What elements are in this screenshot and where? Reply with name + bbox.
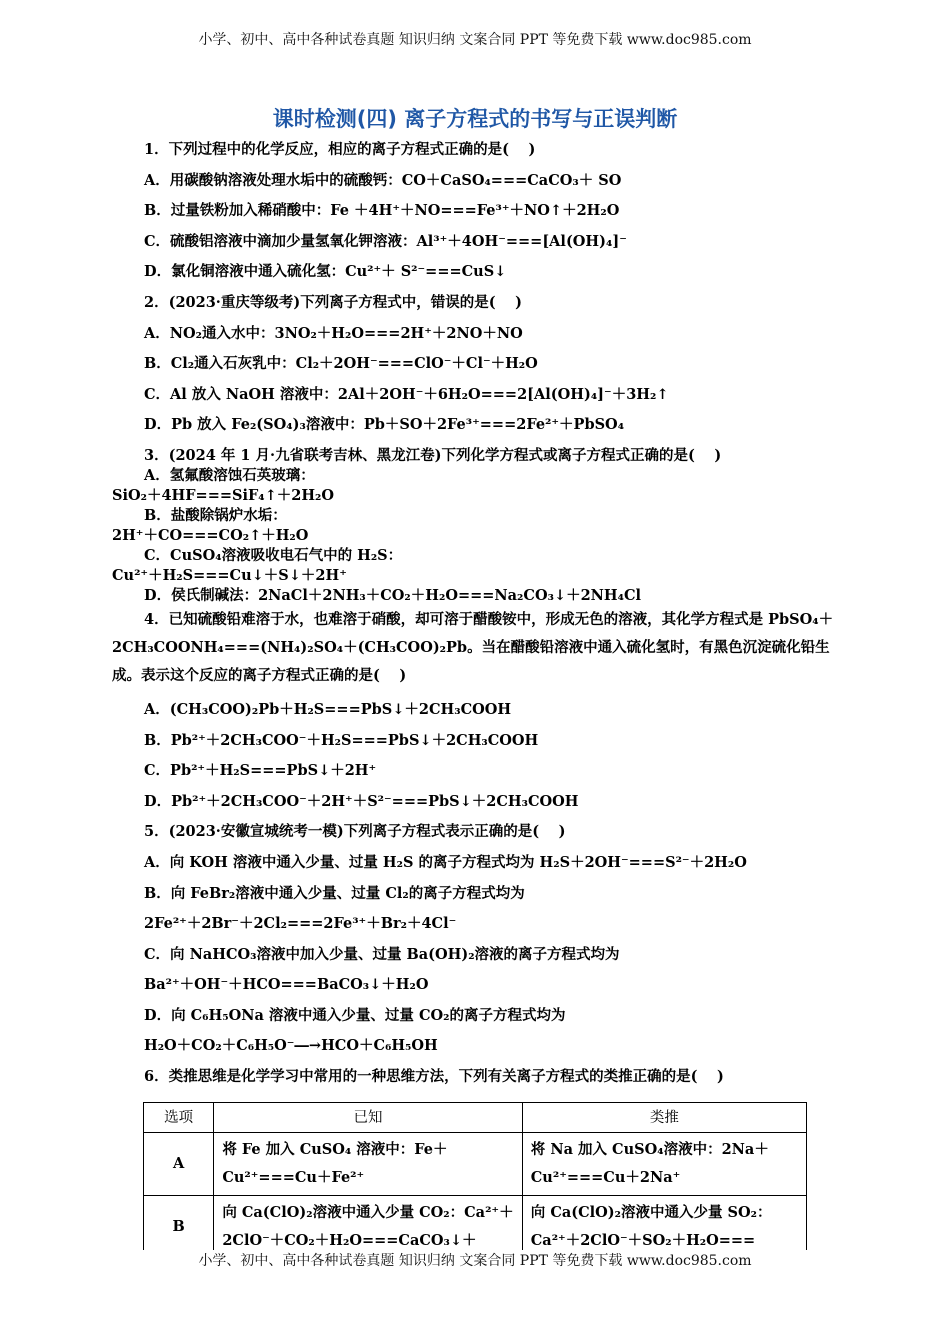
row-b-option: B: [144, 1196, 214, 1259]
q3-option-b-equation: 2H⁺＋CO===CO₂↑＋H₂O: [112, 526, 309, 544]
q4-option-d: D．Pb²⁺＋2CH₃COO⁻＋2H⁺＋S²⁻===PbS↓＋2CH₃COOH: [144, 792, 579, 810]
q5-option-c-equation: Ba²⁺＋OH⁻＋HCO===BaCO₃↓＋H₂O: [144, 976, 429, 994]
q5-option-a: A．向 KOH 溶液中通入少量、过量 H₂S 的离子方程式均为 H₂S＋2OH⁻===S²⁻＋2H₂O: [144, 853, 747, 871]
table-row: [144, 1133, 807, 1196]
q2-option-b: B．Cl₂通入石灰乳中：Cl₂＋2OH⁻===ClO⁻＋Cl⁻＋H₂O: [144, 355, 538, 373]
table-header-inference: 类推: [522, 1103, 806, 1133]
q4-option-a: A．(CH₃COO)₂Pb＋H₂S===PbS↓＋2CH₃COOH: [144, 700, 512, 718]
q5-option-d-equation: H₂O＋CO₂＋C₆H₅O⁻―→HCO＋C₆H₅OH: [144, 1037, 438, 1055]
q5-option-b-equation: 2Fe²⁺＋2Br⁻＋2Cl₂===2Fe³⁺＋Br₂＋4Cl⁻: [144, 915, 457, 933]
q3-option-b-label: B．盐酸除锅炉水垢：: [144, 506, 287, 524]
row-a-inference: 将 Na 加入 CuSO₄溶液中：2Na＋Cu²⁺===Cu＋2Na⁺: [522, 1133, 806, 1196]
q5-option-b-label: B．向 FeBr₂溶液中通入少量、过量 Cl₂的离子方程式均为: [144, 884, 525, 902]
row-a-known: 将 Fe 加入 CuSO₄ 溶液中：Fe＋Cu²⁺===Cu＋Fe²⁺: [214, 1133, 522, 1196]
table-header-option: 选项: [144, 1103, 214, 1133]
q2-stem: 2．(2023·重庆等级考)下列离子方程式中，错误的是( ): [144, 293, 522, 311]
q3-option-a-label: A．氢氟酸溶蚀石英玻璃：: [144, 466, 315, 484]
q3-option-d: D．侯氏制碱法：2NaCl＋2NH₃＋CO₂＋H₂O===Na₂CO₃↓＋2NH₄Cl: [144, 586, 642, 604]
q1-option-d: D．氯化铜溶液中通入硫化氢：Cu²⁺＋ S²⁻===CuS↓: [144, 263, 507, 281]
page-title: 课时检测(四) 离子方程式的书写与正误判断: [272, 107, 678, 131]
table-header-known: 已知: [214, 1103, 522, 1133]
row-a-option: A: [144, 1133, 214, 1196]
q5-option-d-label: D．向 C₆H₅ONa 溶液中通入少量、过量 CO₂的离子方程式均为: [144, 1006, 566, 1024]
q4-stem: 4．已知硫酸铅难溶于水，也难溶于硝酸，却可溶于醋酸铵中，形成无色的溶液，其化学方程式是 PbSO₄＋2CH₃COONH₄===(NH₄)₂SO₄＋(CH₃COO)₂Pb。当在醋酸铅溶液中通入硫化氢时，有黑色沉淀硫化铅生成。表示这个反应的离子方程式正确的是( ): [112, 610, 834, 684]
page-header: 小学、初中、高中各种试卷真题 知识归纳 文案合同 PPT 等免费下载 www.doc985.com: [198, 32, 752, 48]
row-b-inference: 向 Ca(ClO)₂溶液中通入少量 SO₂：Ca²⁺＋2ClO⁻＋SO₂＋H₂O===: [522, 1196, 806, 1259]
q1-stem: 1．下列过程中的化学反应，相应的离子方程式正确的是( ): [144, 141, 536, 158]
q6-stem: 6．类推思维是化学学习中常用的一种思维方法，下列有关离子方程式的类推正确的是( ): [144, 1068, 724, 1086]
q3-option-c-label: C．CuSO₄溶液吸收电石气中的 H₂S：: [144, 546, 403, 564]
q1-option-c: C．硫酸铝溶液中滴加少量氢氧化钾溶液：Al³⁺＋4OH⁻===[Al(OH)₄]⁻: [144, 232, 627, 250]
q2-option-c: C．Al 放入 NaOH 溶液中：2Al＋2OH⁻＋6H₂O===2[Al(OH)₄]⁻＋3H₂↑: [144, 385, 669, 403]
q5-stem: 5．(2023·安徽宣城统考一模)下列离子方程式表示正确的是( ): [144, 823, 566, 841]
table-header-row: [144, 1103, 807, 1133]
q4-option-c: C．Pb²⁺＋H₂S===PbS↓＋2H⁺: [144, 762, 377, 780]
q3-option-a-equation: SiO₂＋4HF===SiF₄↑＋2H₂O: [112, 486, 335, 504]
page-footer: 小学、初中、高中各种试卷真题 知识归纳 文案合同 PPT 等免费下载 www.doc985.com: [0, 1250, 950, 1270]
q2-option-a: A．NO₂通入水中：3NO₂＋H₂O===2H⁺＋2NO＋NO: [144, 324, 523, 342]
q4-option-b: B．Pb²⁺＋2CH₃COO⁻＋H₂S===PbS↓＋2CH₃COOH: [144, 731, 539, 749]
q3-stem: 3．(2024 年 1 月·九省联考吉林、黑龙江卷)下列化学方程式或离子方程式正确的是( ): [144, 446, 722, 464]
q5-option-c-label: C．向 NaHCO₃溶液中加入少量、过量 Ba(OH)₂溶液的离子方程式均为: [144, 945, 620, 963]
row-b-known: 向 Ca(ClO)₂溶液中通入少量 CO₂：Ca²⁺＋2ClO⁻＋CO₂＋H₂O===CaCO₃↓＋: [214, 1196, 522, 1259]
q1-option-b: B．过量铁粉加入稀硝酸中：Fe ＋4H⁺＋NO===Fe³⁺＋NO↑＋2H₂O: [144, 202, 620, 220]
q2-option-d: D．Pb 放入 Fe₂(SO₄)₃溶液中：Pb＋SO＋2Fe³⁺===2Fe²⁺＋PbSO₄: [144, 416, 625, 434]
q3-option-c-equation: Cu²⁺＋H₂S===Cu↓＋S↓＋2H⁺: [112, 566, 347, 584]
q6-table: [143, 1102, 807, 1259]
q1-option-a: A．用碳酸钠溶液处理水垢中的硫酸钙：CO＋CaSO₄===CaCO₃＋ SO: [144, 171, 622, 189]
question-list: [112, 140, 842, 1098]
